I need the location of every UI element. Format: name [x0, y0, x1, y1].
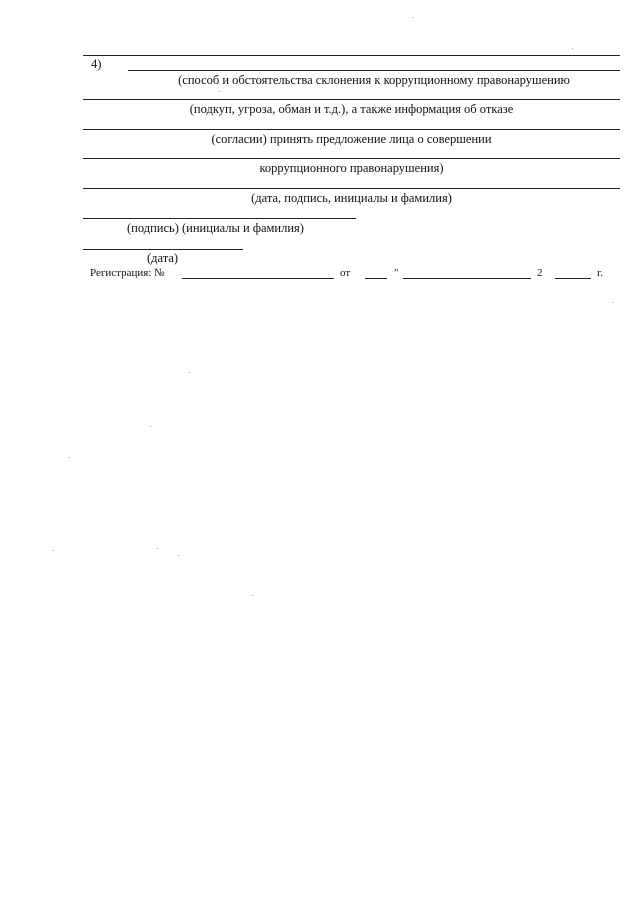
- scan-speck: [189, 372, 190, 373]
- registration-quote-mark: ": [394, 267, 399, 279]
- scan-speck: [69, 457, 70, 458]
- scan-speck: [157, 548, 158, 549]
- item-number: 4): [91, 57, 102, 71]
- registration-number-line[interactable]: [182, 278, 334, 279]
- fill-line-4[interactable]: [83, 158, 620, 159]
- scan-speck: [412, 17, 413, 18]
- fill-line-1[interactable]: [128, 70, 620, 71]
- caption-line-1: (способ и обстоятельства склонения к коррупционному правонарушению: [178, 73, 570, 87]
- scan-speck: [53, 550, 54, 551]
- top-rule: [83, 55, 620, 56]
- fill-line-5[interactable]: [83, 188, 620, 189]
- signature-caption: (подпись) (инициалы и фамилия): [127, 221, 304, 235]
- registration-from-label: от: [340, 267, 351, 279]
- scan-speck: [178, 555, 179, 556]
- caption-line-3: (согласии) принять предложение лица о совершении: [211, 132, 492, 146]
- scan-speck: [150, 426, 151, 427]
- registration-label: Регистрация: №: [90, 267, 165, 279]
- scan-speck: [219, 91, 220, 92]
- registration-year-line[interactable]: [555, 278, 591, 279]
- registration-year-suffix: г.: [597, 267, 604, 279]
- registration-month-line[interactable]: [403, 278, 531, 279]
- caption-line-5: (дата, подпись, инициалы и фамилия): [251, 191, 452, 205]
- caption-line-2: (подкуп, угроза, обман и т.д.), а также информация об отказе: [189, 102, 514, 116]
- fill-line-3[interactable]: [83, 129, 620, 130]
- registration-year-prefix: 2: [537, 267, 543, 279]
- registration-day-line[interactable]: [365, 278, 387, 279]
- date-caption: (дата): [147, 251, 179, 265]
- scan-speck: [252, 595, 253, 596]
- caption-line-4: коррупционного правонарушения): [259, 161, 444, 175]
- fill-line-2[interactable]: [83, 99, 620, 100]
- signature-line[interactable]: [83, 218, 356, 219]
- date-line[interactable]: [83, 249, 243, 250]
- scan-speck: [612, 302, 613, 303]
- scan-speck: [572, 48, 573, 49]
